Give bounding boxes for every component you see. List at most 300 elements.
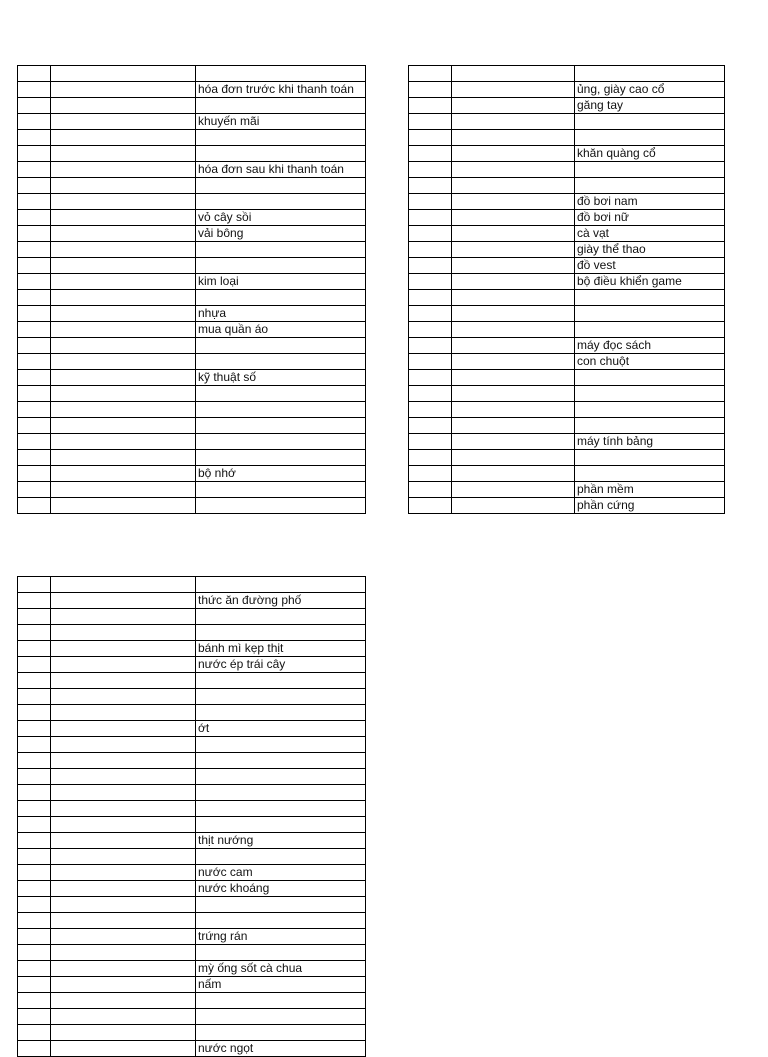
index-cell [18,753,51,769]
table-row [18,657,366,673]
table-row [409,466,725,482]
index-cell [18,977,51,993]
term-cell: nước khoáng [196,881,366,897]
index-cell [18,945,51,961]
blank-cell [452,274,575,290]
index-cell [18,929,51,945]
term-cell [575,66,725,82]
blank-cell [51,306,196,322]
index-cell [18,865,51,881]
term-cell [575,306,725,322]
blank-cell [51,418,196,434]
table-2 [408,65,725,514]
blank-cell [51,242,196,258]
index-cell [18,98,51,114]
index-cell [18,290,51,306]
index-cell [409,66,452,82]
table-row [409,226,725,242]
index-cell [409,82,452,98]
blank-cell [51,290,196,306]
table-row [409,146,725,162]
blank-cell [51,402,196,418]
index-cell [18,609,51,625]
index-cell [18,961,51,977]
blank-cell [51,641,196,657]
blank-cell [452,162,575,178]
term-cell [196,673,366,689]
table-row [18,290,366,306]
blank-cell [51,817,196,833]
term-cell [196,482,366,498]
index-cell [409,114,452,130]
term-cell: kim loại [196,274,366,290]
term-cell [196,98,366,114]
term-cell: đồ bơi nam [575,194,725,210]
table-row [18,98,366,114]
index-cell [18,450,51,466]
term-cell [575,386,725,402]
index-cell [18,593,51,609]
table-row [18,593,366,609]
term-cell: nhựa [196,306,366,322]
blank-cell [51,977,196,993]
table-row [409,370,725,386]
table-row [18,769,366,785]
term-cell [196,194,366,210]
index-cell [18,849,51,865]
blank-cell [452,98,575,114]
index-cell [409,210,452,226]
index-cell [18,242,51,258]
index-cell [18,737,51,753]
index-cell [18,785,51,801]
index-cell [409,434,452,450]
table-row [18,498,366,514]
table-1 [17,65,366,514]
term-cell [196,801,366,817]
blank-cell [51,801,196,817]
term-cell: ủng, giày cao cổ [575,82,725,98]
blank-cell [51,1041,196,1057]
blank-cell [452,418,575,434]
term-cell: máy tính bảng [575,434,725,450]
index-cell [18,354,51,370]
term-cell [196,242,366,258]
index-cell [18,689,51,705]
term-cell: hóa đơn sau khi thanh toán [196,162,366,178]
term-cell [196,1009,366,1025]
index-cell [409,98,452,114]
term-cell: cà vạt [575,226,725,242]
index-cell [409,194,452,210]
term-cell [196,386,366,402]
index-cell [409,402,452,418]
table-row [18,1041,366,1057]
term-cell [196,753,366,769]
blank-cell [51,737,196,753]
blank-cell [452,66,575,82]
table-row [18,977,366,993]
blank-cell [51,625,196,641]
blank-cell [51,82,196,98]
index-cell [409,466,452,482]
term-cell [196,178,366,194]
table-row [18,785,366,801]
term-cell [196,290,366,306]
index-cell [18,482,51,498]
index-cell [409,370,452,386]
term-cell [575,290,725,306]
table-row [18,625,366,641]
index-cell [409,178,452,194]
index-cell [409,274,452,290]
table-row [18,833,366,849]
table-row [18,450,366,466]
table-row [18,130,366,146]
index-cell [409,258,452,274]
term-cell [196,897,366,913]
blank-cell [51,833,196,849]
table-row [409,306,725,322]
index-cell [409,482,452,498]
table-row [18,258,366,274]
term-cell [575,114,725,130]
table-row [18,194,366,210]
blank-cell [452,178,575,194]
index-cell [409,354,452,370]
table-row [18,865,366,881]
blank-cell [51,657,196,673]
table-row [18,897,366,913]
blank-cell [51,689,196,705]
blank-cell [452,242,575,258]
blank-cell [51,498,196,514]
table-row [409,338,725,354]
blank-cell [51,114,196,130]
table-row [18,402,366,418]
table-row [409,322,725,338]
blank-cell [51,945,196,961]
blank-cell [452,306,575,322]
term-cell: vải bông [196,226,366,242]
table-row [18,418,366,434]
index-cell [409,338,452,354]
index-cell [18,114,51,130]
index-cell [18,498,51,514]
blank-cell [51,434,196,450]
index-cell [18,386,51,402]
blank-cell [51,146,196,162]
table-row [409,450,725,466]
blank-cell [51,66,196,82]
table-row [18,162,366,178]
blank-cell [452,338,575,354]
term-cell: thịt nướng [196,833,366,849]
term-cell [575,402,725,418]
term-cell [196,625,366,641]
table-row [18,609,366,625]
blank-cell [51,130,196,146]
table-row [409,402,725,418]
term-cell: khăn quàng cổ [575,146,725,162]
index-cell [18,402,51,418]
blank-cell [51,785,196,801]
blank-cell [51,753,196,769]
table-row [409,258,725,274]
table-row [18,482,366,498]
table-row [409,482,725,498]
term-cell [196,609,366,625]
table-row [18,993,366,1009]
table-row [18,338,366,354]
blank-cell [51,98,196,114]
index-cell [18,1041,51,1057]
blank-cell [51,721,196,737]
index-cell [18,274,51,290]
blank-cell [452,258,575,274]
index-cell [18,897,51,913]
table-row [409,194,725,210]
term-cell [196,993,366,1009]
table-row [18,913,366,929]
index-cell [18,338,51,354]
term-cell [196,338,366,354]
term-cell: phần cứng [575,498,725,514]
index-cell [18,817,51,833]
blank-cell [51,769,196,785]
blank-cell [452,466,575,482]
table-row [18,881,366,897]
blank-cell [51,226,196,242]
table-row [409,98,725,114]
table-row [18,274,366,290]
term-cell [196,258,366,274]
table-row [18,242,366,258]
index-cell [18,705,51,721]
term-cell [575,418,725,434]
blank-cell [51,354,196,370]
index-cell [18,322,51,338]
term-cell: nước ép trái cây [196,657,366,673]
table-row [409,210,725,226]
table-row [18,322,366,338]
blank-cell [51,274,196,290]
term-cell: nước ngọt [196,1041,366,1057]
blank-cell [51,386,196,402]
table-row [409,162,725,178]
term-cell [196,450,366,466]
table-row [409,434,725,450]
index-cell [18,66,51,82]
table-row [18,146,366,162]
index-cell [409,418,452,434]
blank-cell [51,194,196,210]
blank-cell [51,1009,196,1025]
term-cell [196,66,366,82]
term-cell [196,769,366,785]
table-row [18,178,366,194]
term-cell: bánh mì kẹp thịt [196,641,366,657]
blank-cell [452,322,575,338]
term-cell [196,945,366,961]
term-cell [196,817,366,833]
table-row [409,82,725,98]
blank-cell [452,370,575,386]
term-cell [575,178,725,194]
term-cell [575,466,725,482]
term-cell: vỏ cây sồi [196,210,366,226]
table-row [18,1025,366,1041]
blank-cell [51,705,196,721]
index-cell [18,434,51,450]
blank-cell [51,466,196,482]
table-row [18,434,366,450]
table-row [18,737,366,753]
blank-cell [452,498,575,514]
blank-cell [452,114,575,130]
blank-cell [51,322,196,338]
blank-cell [51,338,196,354]
term-cell: phần mềm [575,482,725,498]
table-row [18,817,366,833]
term-cell [196,418,366,434]
blank-cell [51,482,196,498]
table-row [409,274,725,290]
blank-cell [51,162,196,178]
blank-cell [452,354,575,370]
index-cell [18,210,51,226]
term-cell [196,498,366,514]
blank-cell [452,290,575,306]
term-cell [196,849,366,865]
blank-cell [51,673,196,689]
blank-cell [51,609,196,625]
table-row [18,849,366,865]
index-cell [18,306,51,322]
blank-cell [51,1025,196,1041]
table-row [18,386,366,402]
index-cell [18,769,51,785]
table-row [18,354,366,370]
term-cell: nấm [196,977,366,993]
index-cell [18,1009,51,1025]
blank-cell [51,897,196,913]
index-cell [409,226,452,242]
blank-cell [51,577,196,593]
term-cell [196,354,366,370]
index-cell [18,721,51,737]
term-cell: nước cam [196,865,366,881]
term-cell: khuyến mãi [196,114,366,130]
term-cell: đồ bơi nữ [575,210,725,226]
term-cell [196,737,366,753]
index-cell [18,258,51,274]
term-cell [196,402,366,418]
blank-cell [452,194,575,210]
term-cell: bộ nhớ [196,466,366,482]
blank-cell [452,450,575,466]
term-cell [196,705,366,721]
index-cell [18,673,51,689]
index-cell [409,146,452,162]
index-cell [18,913,51,929]
index-cell [18,577,51,593]
index-cell [18,801,51,817]
index-cell [18,178,51,194]
table-row [18,210,366,226]
term-cell: ớt [196,721,366,737]
blank-cell [51,258,196,274]
table-row [18,689,366,705]
blank-cell [51,370,196,386]
term-cell [196,146,366,162]
table-row [18,466,366,482]
term-cell [196,913,366,929]
table-row [18,577,366,593]
index-cell [18,641,51,657]
table-row [18,226,366,242]
blank-cell [51,961,196,977]
table-row [18,945,366,961]
table-row [409,418,725,434]
blank-cell [51,929,196,945]
index-cell [18,194,51,210]
term-cell: đồ vest [575,258,725,274]
term-cell: giày thể thao [575,242,725,258]
term-cell [196,434,366,450]
term-cell: máy đọc sách [575,338,725,354]
index-cell [409,162,452,178]
blank-cell [452,226,575,242]
term-cell [575,322,725,338]
term-cell [196,785,366,801]
table-row [409,178,725,194]
table-row [409,114,725,130]
blank-cell [51,881,196,897]
index-cell [18,993,51,1009]
index-cell [18,162,51,178]
blank-cell [51,593,196,609]
blank-cell [51,849,196,865]
index-cell [18,625,51,641]
index-cell [409,386,452,402]
term-cell [196,689,366,705]
blank-cell [452,386,575,402]
term-cell [575,450,725,466]
term-cell: bộ điều khiển game [575,274,725,290]
blank-cell [452,130,575,146]
blank-cell [452,434,575,450]
table-row [18,721,366,737]
term-cell [196,130,366,146]
table-row [18,929,366,945]
blank-cell [452,146,575,162]
term-cell: con chuột [575,354,725,370]
table-row [18,641,366,657]
blank-cell [51,178,196,194]
index-cell [409,322,452,338]
table-row [409,498,725,514]
table-row [18,801,366,817]
term-cell: trứng rán [196,929,366,945]
term-cell [575,130,725,146]
table-row [18,1009,366,1025]
table-row [409,66,725,82]
table-row [409,354,725,370]
index-cell [18,226,51,242]
index-cell [18,657,51,673]
index-cell [18,82,51,98]
